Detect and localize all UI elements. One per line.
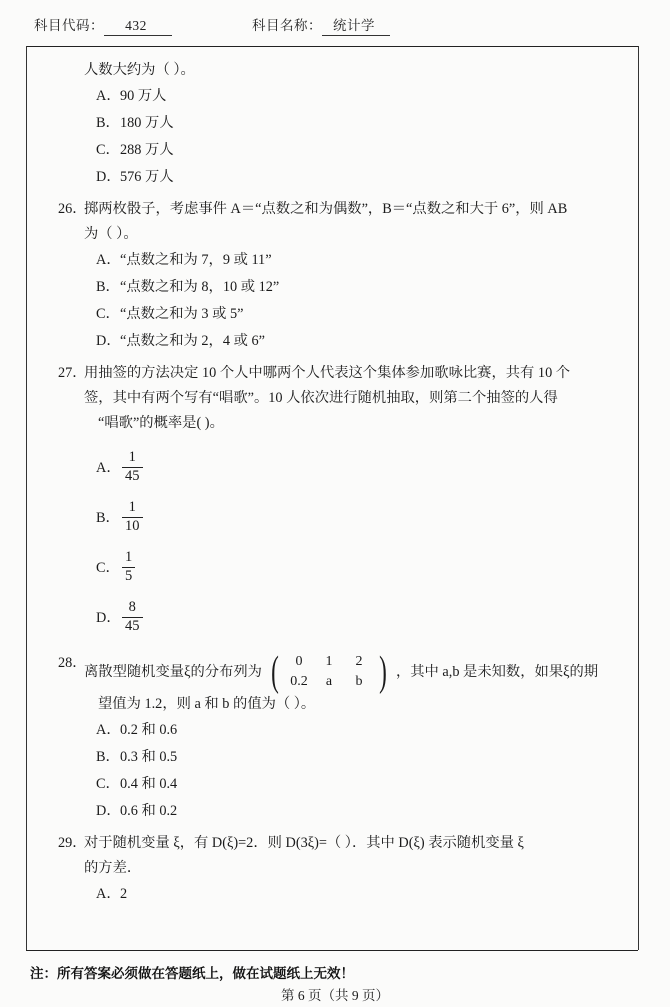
question-27 (58, 361, 618, 642)
question-stem (58, 649, 618, 695)
header-rule (26, 46, 638, 47)
fraction-denominator: 10 (122, 517, 143, 534)
option-label: C． (96, 776, 120, 792)
left-paren: ( (271, 649, 279, 695)
question-continuation (58, 58, 618, 191)
page-header (34, 14, 640, 38)
list-item (96, 744, 618, 771)
question-stem (58, 361, 618, 386)
option-label: A． (96, 88, 121, 104)
question-stem-line1: 对于随机变量 ξ，有 D(ξ)=2．则 D(3ξ)=（ ）．其中 D(ξ) 表示随机变量 ξ (84, 835, 524, 851)
list-item (96, 301, 618, 328)
option-label: B． (96, 510, 120, 526)
option-label: D． (96, 169, 121, 185)
distribution-matrix (268, 649, 390, 695)
list-item (96, 881, 618, 908)
question-stem-line1: 掷两枚骰子，考虑事件 A＝“点数之和为偶数”，B＝“点数之和大于 6”，则 AB (84, 201, 568, 217)
footer-rule (26, 950, 638, 951)
matrix-cell: 2 (355, 654, 363, 669)
question-stem (58, 197, 618, 222)
option-label: C． (96, 560, 120, 576)
list-item (96, 592, 618, 642)
option-label: D． (96, 610, 121, 626)
footer-note: 注：所有答案必须做在答题纸上，做在试题纸上无效！ (30, 966, 354, 981)
option-label: A． (96, 460, 121, 476)
option-label: A． (96, 722, 121, 738)
option-list (58, 717, 618, 825)
question-stem (58, 831, 618, 856)
frame-left-border (26, 46, 27, 950)
question-content (58, 58, 618, 912)
fraction (122, 600, 143, 633)
option-text: “点数之和为 8，10 或 12” (120, 279, 280, 295)
list-item (96, 771, 618, 798)
list-item (96, 328, 618, 355)
option-label: B． (96, 115, 120, 131)
option-label: A． (96, 886, 121, 902)
option-label: A． (96, 252, 121, 268)
option-label: B． (96, 749, 120, 765)
matrix-cell: b (355, 674, 363, 689)
list-item (96, 83, 618, 110)
list-item (96, 542, 618, 592)
list-item (96, 137, 618, 164)
question-29 (58, 831, 618, 908)
subject-code-value: 432 (104, 18, 172, 36)
option-text: “点数之和为 7，9 或 11” (120, 252, 272, 268)
subject-name-value: 统计学 (322, 14, 390, 36)
option-label: D． (96, 333, 121, 349)
option-list (58, 247, 618, 355)
fraction-numerator: 1 (125, 549, 133, 566)
option-text: 90 万人 (120, 88, 167, 104)
option-label: D． (96, 803, 121, 819)
question-stem-pre: 离散型随机变量ξ的分布列为 (84, 664, 262, 680)
question-stem-line3: “唱歌”的概率是( )。 (98, 415, 224, 431)
option-list (58, 881, 618, 908)
fraction-denominator: 45 (122, 617, 143, 634)
question-stem-line2: 为（ ）。 (84, 226, 138, 242)
matrix-grid (282, 652, 376, 692)
page-number: 第 6 页（共 9 页） (281, 988, 389, 1003)
question-number: 27． (58, 365, 87, 381)
option-text: 0.6 和 0.2 (120, 803, 178, 819)
option-text: 180 万人 (120, 115, 174, 131)
list-item (96, 247, 618, 274)
option-label: B． (96, 279, 120, 295)
subject-name-label: 科目名称： (252, 18, 322, 33)
matrix-cell: 0.2 (290, 674, 308, 689)
fraction-numerator: 1 (128, 449, 136, 466)
question-26 (58, 197, 618, 355)
subject-name-block (252, 14, 390, 36)
option-text: “点数之和为 2，4 或 6” (120, 333, 265, 349)
question-stem-line2: 签，其中有两个写有“唱歌”。10 人依次进行随机抽取，则第二个抽签的人得 (84, 390, 558, 406)
option-text: 0.2 和 0.6 (120, 722, 178, 738)
question-stem-line2: 望值为 1.2，则 a 和 b 的值为（ ）。 (98, 696, 316, 712)
matrix-cell: 1 (325, 654, 333, 669)
list-item (96, 274, 618, 301)
question-number: 26． (58, 201, 87, 217)
fraction-numerator: 1 (128, 499, 136, 516)
frame-right-border (638, 46, 639, 950)
question-stem-line1: 用抽签的方法决定 10 个人中哪两个人代表这个集体参加歌咏比赛，共有 10 个 (84, 365, 571, 381)
list-item (96, 717, 618, 744)
option-text: 576 万人 (120, 169, 174, 185)
list-item (96, 110, 618, 137)
question-number: 29． (58, 835, 87, 851)
list-item (96, 442, 618, 492)
fraction (122, 500, 143, 533)
subject-code-label: 科目代码： (34, 18, 104, 33)
list-item (96, 492, 618, 542)
list-item (96, 164, 618, 191)
question-stem: 人数大约为（ ）。 (84, 62, 195, 78)
fraction-denominator: 5 (122, 567, 135, 584)
matrix-cell: 0 (295, 654, 303, 669)
option-label: C． (96, 306, 120, 322)
option-text: “点数之和为 3 或 5” (120, 306, 244, 322)
list-item (96, 798, 618, 825)
question-28 (58, 649, 618, 825)
matrix-cell: a (325, 674, 333, 689)
option-text: 288 万人 (120, 142, 174, 158)
question-stem-line2: 的方差． (84, 860, 142, 876)
option-list-fraction (58, 442, 618, 642)
fraction (122, 450, 143, 483)
fraction-denominator: 45 (122, 467, 143, 484)
question-stem-post: ，其中 a,b 是未知数，如果ξ的期 (395, 664, 599, 680)
right-paren: ) (379, 649, 387, 695)
subject-code-block (34, 14, 172, 36)
option-label: C． (96, 142, 120, 158)
fraction (122, 550, 135, 583)
option-text: 2 (120, 886, 128, 902)
fraction-numerator: 8 (128, 599, 136, 616)
option-text: 0.3 和 0.5 (120, 749, 178, 765)
question-number: 28． (58, 655, 87, 671)
option-list (58, 83, 618, 191)
option-text: 0.4 和 0.4 (120, 776, 178, 792)
